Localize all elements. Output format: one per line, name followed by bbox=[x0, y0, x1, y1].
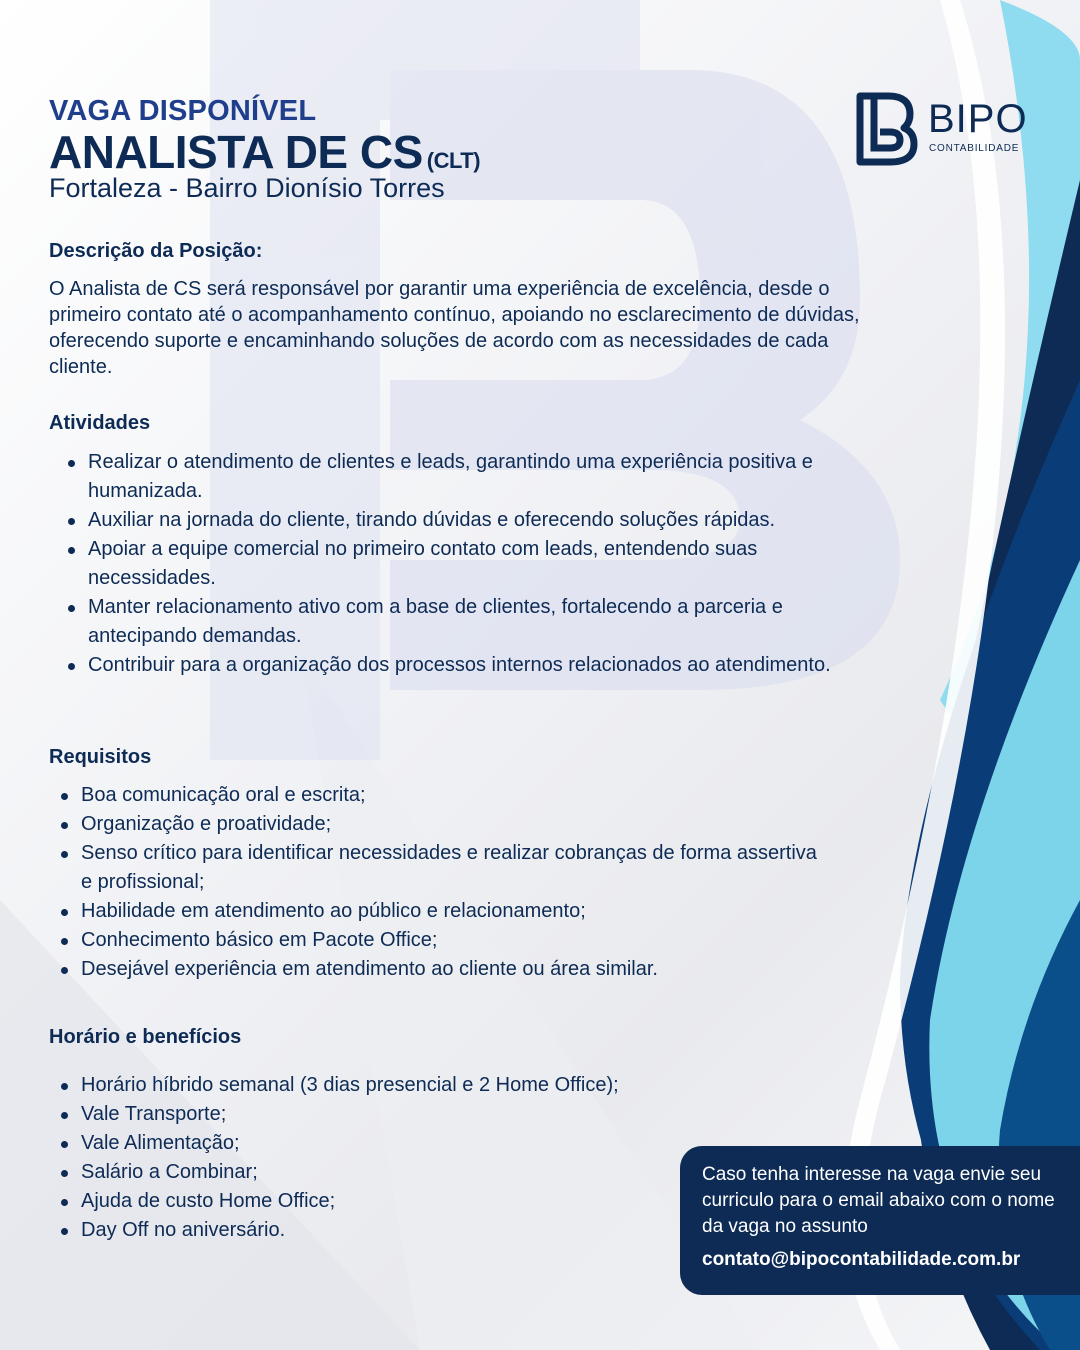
contact-email-link[interactable]: contato@bipocontabilidade.com.br bbox=[702, 1249, 1021, 1270]
job-title-text: ANALISTA DE CS bbox=[49, 126, 423, 178]
contact-instructions: Caso tenha interesse na vaga envie seu curriculo para o email abaixo com o nome da vaga no assunto bbox=[702, 1164, 1055, 1237]
list-item: Desejável experiência em atendimento ao cliente ou área similar. bbox=[61, 955, 821, 984]
benefits-list bbox=[61, 1071, 701, 1245]
bullet-icon bbox=[68, 605, 75, 612]
list-item: Vale Alimentação; bbox=[61, 1129, 701, 1158]
bullet-icon bbox=[61, 822, 68, 829]
contact-box bbox=[680, 1146, 1080, 1295]
eyebrow-label: VAGA DISPONÍVEL bbox=[49, 95, 317, 127]
activities-title: Atividades bbox=[49, 412, 151, 434]
list-item: Boa comunicação oral e escrita; bbox=[61, 781, 821, 810]
bullet-icon bbox=[68, 663, 75, 670]
description-title: Descrição da Posição: bbox=[49, 240, 263, 262]
bullet-icon bbox=[68, 460, 75, 467]
bullet-icon bbox=[61, 967, 68, 974]
logo-subtitle: CONTABILIDADE bbox=[929, 143, 1020, 154]
list-item: Realizar o atendimento de clientes e leads, garantindo uma experiência positiva e humanizada. bbox=[68, 448, 848, 506]
bullet-icon bbox=[68, 547, 75, 554]
list-item: Ajuda de custo Home Office; bbox=[61, 1187, 701, 1216]
list-item: Salário a Combinar; bbox=[61, 1158, 701, 1187]
benefits-title: Horário e benefícios bbox=[49, 1026, 242, 1048]
bullet-icon bbox=[61, 1228, 68, 1235]
list-item: Apoiar a equipe comercial no primeiro contato com leads, entendendo suas necessidades. bbox=[68, 535, 848, 593]
bullet-icon bbox=[61, 1141, 68, 1148]
bullet-icon bbox=[61, 1170, 68, 1177]
bullet-icon bbox=[61, 938, 68, 945]
job-title-suffix: (CLT) bbox=[426, 148, 481, 173]
list-item: Manter relacionamento ativo com a base de clientes, fortalecendo a parceria e antecipando demandas. bbox=[68, 593, 848, 651]
list-item: Vale Transporte; bbox=[61, 1100, 701, 1129]
list-item: Horário híbrido semanal (3 dias presencial e 2 Home Office); bbox=[61, 1071, 701, 1100]
description-text: O Analista de CS será responsável por garantir uma experiência de excelência, desde o primeiro contato até o acompanhamento contínuo, apoiando no esclarecimento de dúvidas, oferecendo suporte e encaminhando soluções de acordo com as necessidades de cada cliente. bbox=[49, 278, 860, 378]
list-item: Auxiliar na jornada do cliente, tirando dúvidas e oferecendo soluções rápidas. bbox=[68, 506, 848, 535]
job-location: Fortaleza - Bairro Dionísio Torres bbox=[49, 173, 445, 203]
list-item: Senso crítico para identificar necessidades e realizar cobranças de forma assertiva e profissional; bbox=[61, 839, 821, 897]
list-item: Conhecimento básico em Pacote Office; bbox=[61, 926, 821, 955]
bullet-icon bbox=[61, 851, 68, 858]
list-item: Habilidade em atendimento ao público e relacionamento; bbox=[61, 897, 821, 926]
list-item: Organização e proatividade; bbox=[61, 810, 821, 839]
bullet-icon bbox=[68, 518, 75, 525]
activities-list bbox=[68, 448, 848, 680]
requirements-title: Requisitos bbox=[49, 746, 152, 768]
logo-name: BIPO bbox=[928, 97, 1028, 141]
bullet-icon bbox=[61, 909, 68, 916]
bipo-logo-mark-icon bbox=[856, 92, 918, 166]
requirements-list bbox=[61, 781, 821, 984]
bullet-icon bbox=[61, 1112, 68, 1119]
bullet-icon bbox=[61, 793, 68, 800]
list-item: Contribuir para a organização dos processos internos relacionados ao atendimento. bbox=[68, 651, 848, 680]
bullet-icon bbox=[61, 1199, 68, 1206]
bullet-icon bbox=[61, 1083, 68, 1090]
list-item: Day Off no aniversário. bbox=[61, 1216, 701, 1245]
bipo-logo bbox=[856, 92, 1026, 168]
